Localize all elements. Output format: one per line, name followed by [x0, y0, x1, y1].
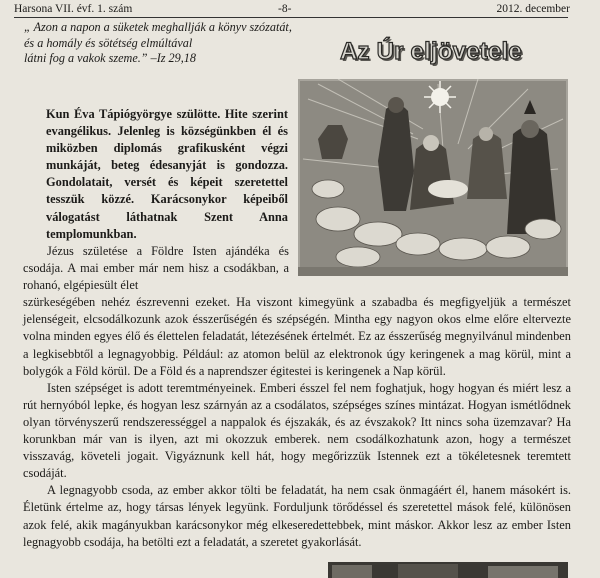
bottom-image-fragment [328, 562, 568, 578]
publication-issue: Harsona VII. évf. 1. szám [14, 3, 133, 15]
paragraph-1-rest: szürkeségében nehéz észrevenni ezeket. Ha viszont kimegyünk a szabadba és megfigyeljük a természet jelenségeit, elcsodálkozunk azok ésszerűségén és szépségén. Mintha egy nagyon okos elme előre eltervezte volna minden egyes élő és élettelen feladatát, létezésének értelmét. Ez az ésszerűség megnyilvánul mindenben a legkisebbtől a legnagyobbig. Például: az atomon belül az elektronok úgy keringenek a mag körül, mint a bolygók a Föld körül. De a Föld és a naprendszer égitestei is keringenek a Nap körül. [23, 295, 571, 378]
artist-bio: Kun Éva Tápiógyörgye szülötte. Hite szerint evangélikus. Jelenleg is községünkben él és miközben diplomás grafikusként végzi munkáját, beteg édesanyját is gondozza. Gondolatait, versét és képeit szeretettel tesszük közzé. Karácsonykor képeiből válogatást láthatnak Szent Anna templomunkban. [46, 107, 288, 241]
quote-line: látni fog a vakok szeme.” –Iz 29,18 [24, 51, 196, 65]
issue-date: 2012. december [496, 3, 570, 15]
paragraph-2: Isten szépséget is adott teremtményeinek. Emberi ésszel fel nem foghatjuk, hogy hogyan és miért lesz a rút hernyóból lepke, és hogyan lesz szárnyán az a csodálatos, szépséges színes mintázat. Hogyan ismétlődnek olyan törvényszerű rendszerességgel a nappalok és éjszakák, és az évszakok? Itt nincs soha üzemzavar? Ha korunkban már van is ilyen, azt mi okozzuk emberek. nem csodálkozhatunk azon, hogy a természet visszavág, követeli jogait. Vigyáznunk kell hát, hogy megőrizzük Istennek ezt a tökéletesnek teremtett csodáját. [23, 380, 571, 481]
article-body [23, 243, 571, 551]
quote-line: és a homály és sötétség elmúltával [24, 35, 193, 50]
quote-line: „ Azon a napon a süketek meghallják a könyv szózatát, [24, 20, 292, 34]
article-title: Az Úr eljövetele [340, 38, 522, 65]
paragraph-1-narrow: Jézus születése a Földre Isten ajándéka és csodája. A mai ember már nem hisz a csodákban, a rohanó, elgépiesült élet [23, 244, 289, 293]
paragraph-3: A legnagyobb csoda, az ember akkor tölti be feladatát, ha nem csak önmagáért él, hanem másokért is. Életünk értelme az, hogy társas lények legyünk. Forduljunk törődéssel és szeretettel mások felé, különösen azok felé, akik magányukban karácsonykor még elkeseredettebbek, mint máskor. Akkor lesz az ember Isten legnagyobb csodája, ha betölti ezt a feladatát, a szeretet gyakorlását. [23, 483, 571, 549]
bible-quote [24, 20, 324, 67]
page-number: -8- [278, 3, 292, 15]
page-header [0, 0, 600, 18]
header-rule [14, 17, 568, 18]
